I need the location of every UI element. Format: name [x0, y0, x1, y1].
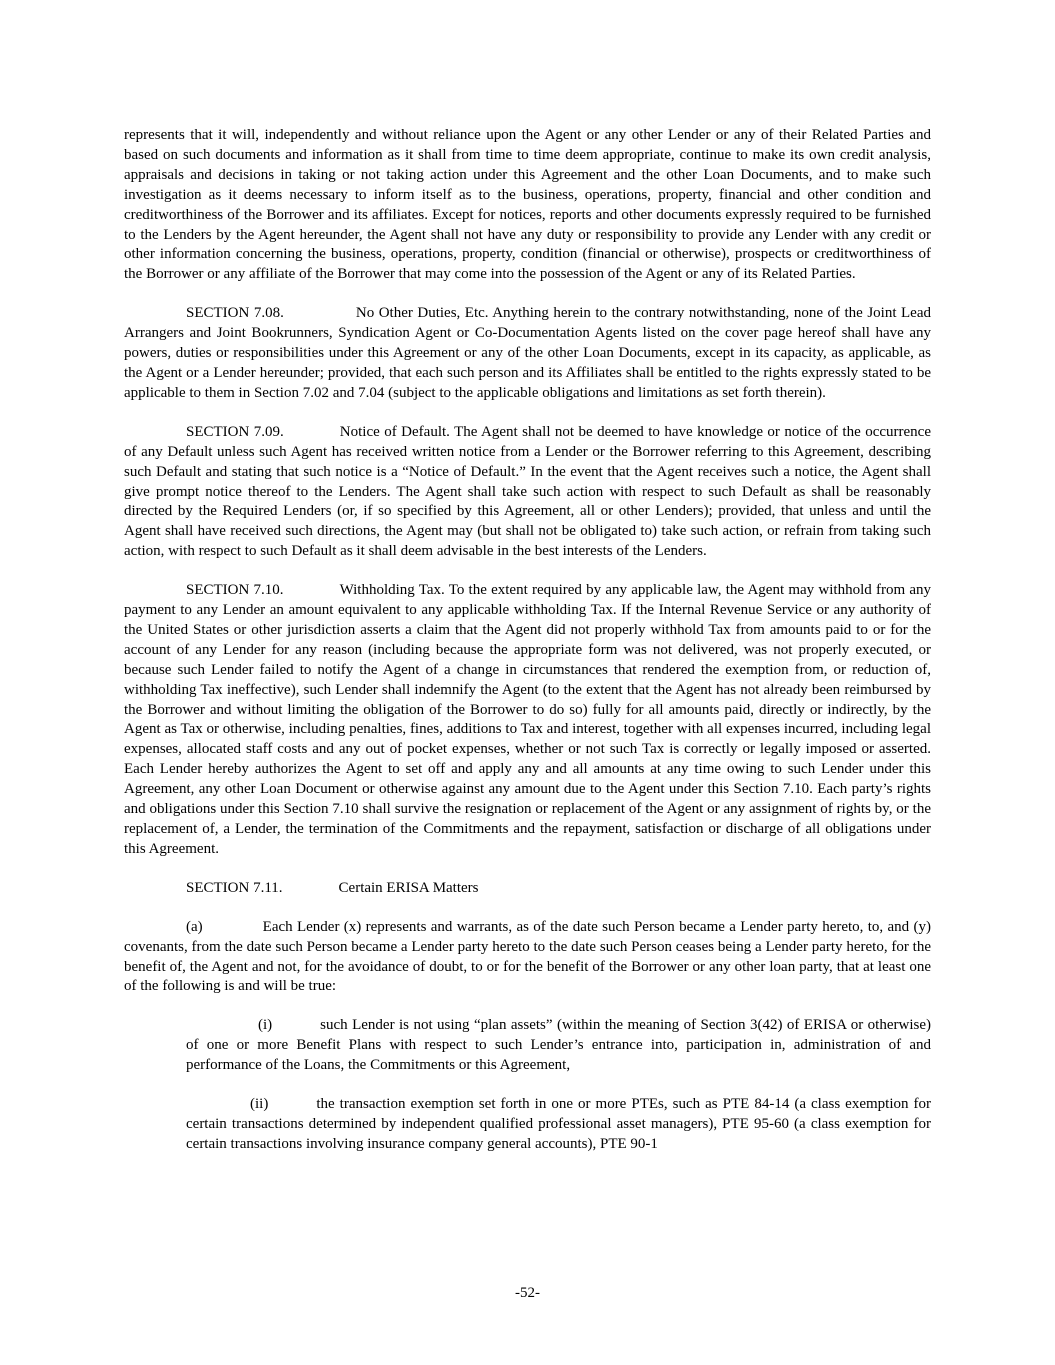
subclause-label: (i) [258, 1017, 273, 1034]
page-number: -52- [515, 1285, 540, 1301]
clause-text: Each Lender (x) represents and warrants, as of the date such Person became a Lender party hereto, to, and (y) covenants, from the date such Person became a Lender party hereto to the date such Person ceases being a Lender party hereto, for the benefit of, the Agent and not, for the avoidance of doubt, to or for the benefit of the Borrower or any other loan party, that at least one of the following is and will be true: [124, 918, 931, 995]
subclause-text: such Lender is not using “plan assets” (within the meaning of Section 3(42) of ERISA or otherwise) of one or more Benefit Plans with respect to such Lender’s entrance into, participation in, administration of and performance of the Loans, the Commitments or this Agreement, [186, 1017, 931, 1074]
section-7-11 [124, 879, 931, 899]
section-heading: SECTION 7.10. [186, 582, 284, 599]
subclause-i [186, 1016, 931, 1076]
intro-paragraph: represents that it will, independently and without reliance upon the Agent or any other Lender or any of their Related Parties and based on such documents and information as it shall from time to time deem appropriate, continue to make its own credit analysis, appraisals and decisions in taking or not taking action under this Agreement and the other Loan Documents, and to make such investigation as it deems necessary to inform itself as to the business, operations, property, financial and other condition and creditworthiness of the Borrower and its affiliates. Except for notices, reports and other documents expressly required to be furnished to the Lenders by the Agent hereunder, the Agent shall not have any duty or responsibility to provide any Lender with any credit or other information concerning the business, operations, property, condition (financial or otherwise), prospects or creditworthiness of the Borrower or any affiliate of the Borrower that may come into the possession of the Agent or any of its Related Parties. [124, 127, 931, 283]
section-heading: SECTION 7.09. [186, 423, 284, 440]
clause-label: (a) [186, 918, 203, 935]
section-body: Notice of Default. The Agent shall not be deemed to have knowledge or notice of the occurrence of any Default unless such Agent has received written notice from a Lender or the Borrower referring to this Agreement, describing such Default and stating that such notice is a “Notice of Default.” In the event that the Agent receives such a notice, the Agent shall give prompt notice thereof to the Lenders. The Agent shall take such action with respect to such Default as shall be reasonably directed by the Required Lenders (or, if so specified by this Agreement, all or other Lenders); provided, that unless and until the Agent shall have received such directions, the Agent may (but shall not be obligated to) take such action, or refrain from taking such action, with respect to such Default as it shall deem advisable in the best interests of the Lenders. [124, 423, 931, 560]
section-body: Certain ERISA Matters [338, 879, 479, 896]
section-heading: SECTION 7.08. [186, 305, 284, 322]
section-7-10 [124, 581, 931, 860]
section-heading: SECTION 7.11. [186, 879, 283, 896]
subclause-text: the transaction exemption set forth in one or more PTEs, such as PTE 84-14 (a class exemption for certain transactions determined by independent qualified professional asset managers), PTE 95-60 (a class exemption for certain transactions involving insurance company general accounts), PTE 90-1 [186, 1096, 931, 1152]
section-7-08 [124, 304, 931, 404]
section-7-09 [124, 423, 931, 562]
subclause-ii [186, 1095, 931, 1155]
subclause-label: (ii) [250, 1096, 269, 1113]
clause-a [124, 918, 931, 998]
section-body: Withholding Tax. To the extent required by any applicable law, the Agent may withhold from any payment to any Lender an amount equivalent to any applicable withholding Tax. If the Internal Revenue Service or any authority of the United States or other jurisdiction asserts a claim that the Agent did not properly withhold Tax from amounts paid to or for the account of any Lender for any reason (including because the appropriate form was not delivered, was not properly executed, or because such Lender failed to notify the Agent of a change in circumstances that rendered the exemption from, or reduction of, withholding Tax ineffective), such Lender shall indemnify the Agent (to the extent that the Agent has not already been reimbursed by the Borrower and without limiting the obligation of the Borrower to do so) fully for all amounts paid, directly or indirectly, by the Agent as Tax or otherwise, including penalties, fines, additions to Tax and interest, together with all expenses incurred, including legal expenses, allocated staff costs and any out of pocket expenses, whether or not such Tax is correctly or legally imposed or asserted. Each Lender hereby authorizes the Agent to set off and apply any and all amounts at any time owing to such Lender under this Agreement, any other Loan Document or otherwise against any amount due to the Agent under this Section 7.10. Each party’s rights and obligations under this Section 7.10 shall survive the resignation or replacement of the Agent or any assignment of rights by, or the replacement of, a Lender, the termination of the Commitments and the repayment, satisfaction or discharge of all obligations under this Agreement. [124, 582, 931, 857]
section-body: No Other Duties, Etc. Anything herein to the contrary notwithstanding, none of the Joint Lead Arrangers and Joint Bookrunners, Syndication Agent or Co-Documentation Agents listed on the cover page hereof shall have any powers, duties or responsibilities under this Agreement or any of the other Loan Documents, except in its capacity, as applicable, as the Agent or a Lender hereunder; provided, that each such person and its Affiliates shall be entitled to the rights expressly stated to be applicable to them in Section 7.02 and 7.04 (subject to the applicable obligations and limitations as set forth therein). [124, 305, 931, 401]
